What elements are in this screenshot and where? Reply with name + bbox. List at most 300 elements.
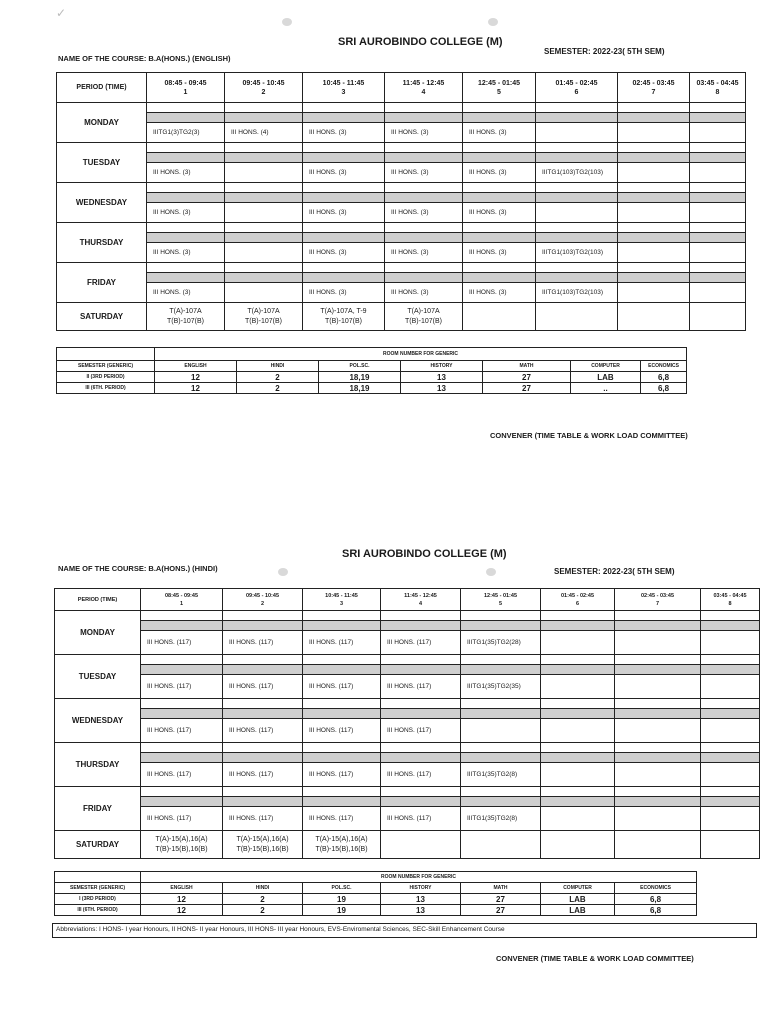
class-cell [461, 719, 541, 743]
slot-shade [223, 709, 303, 719]
room-number: 18,19 [319, 383, 401, 394]
room-number: 6,8 [641, 383, 687, 394]
class-cell [701, 763, 760, 787]
slot-spacer [461, 787, 541, 797]
period-header-6 [536, 73, 618, 103]
slot-shade [541, 621, 615, 631]
room-number: 12 [155, 383, 237, 394]
slot-spacer [385, 143, 463, 153]
slot-spacer [463, 183, 536, 193]
class-cell [618, 283, 690, 303]
class-cell: III HONS. (117) [303, 719, 381, 743]
saturday-cell [690, 303, 746, 331]
saturday-cell [141, 831, 223, 859]
slot-shade [701, 621, 760, 631]
class-cell: III HONS. (117) [303, 763, 381, 787]
class-cell: III HONS. (117) [381, 763, 461, 787]
class-cell [541, 807, 615, 831]
class-cell: III HONS. (3) [463, 283, 536, 303]
slot-shade [381, 753, 461, 763]
class-cell: III HONS. (117) [223, 763, 303, 787]
slot-shade [385, 193, 463, 203]
period-time: 03:45 - 04:45 [713, 592, 747, 599]
slot-shade [385, 113, 463, 123]
room-number: 6,8 [641, 372, 687, 383]
slot-spacer [463, 223, 536, 233]
slot-shade [536, 193, 618, 203]
period-time: 12:45 - 01:45 [483, 592, 518, 599]
slot-shade [303, 709, 381, 719]
hole-punch-mark [282, 18, 292, 26]
class-cell [615, 807, 701, 831]
period-header-8 [690, 73, 746, 103]
period-time: 03:45 - 04:45 [696, 79, 739, 87]
room-number: 12 [155, 372, 237, 383]
slot-shade [690, 193, 746, 203]
period-number: 2 [260, 600, 265, 607]
period-time: 10:45 - 11:45 [325, 592, 358, 599]
period-time: 10:45 - 11:45 [322, 79, 365, 87]
slot-spacer [618, 183, 690, 193]
slot-shade [541, 753, 615, 763]
tutorial-group-b: T(B)-107(B) [325, 317, 362, 325]
period-header-6 [541, 589, 615, 611]
slot-spacer [615, 611, 701, 621]
class-cell: III HONS. (3) [303, 123, 385, 143]
slot-shade [618, 233, 690, 243]
room-caption: ROOM NUMBER FOR GENERIC [155, 348, 687, 361]
slot-shade [463, 273, 536, 283]
tutorial-group-b: T(B)-107(B) [245, 317, 282, 325]
slot-shade [225, 113, 303, 123]
slot-spacer [385, 263, 463, 273]
class-cell: III HONS. (117) [141, 675, 223, 699]
class-cell: III HONS. (117) [141, 763, 223, 787]
slot-spacer [461, 743, 541, 753]
slot-spacer [615, 655, 701, 665]
slot-spacer [225, 223, 303, 233]
tutorial-group-a: T(A)-107A [247, 307, 280, 315]
slot-spacer [225, 263, 303, 273]
class-cell: IIITG1(103)TG2(103) [536, 283, 618, 303]
saturday-cell [303, 831, 381, 859]
period-time: 01:45 - 02:45 [560, 592, 595, 599]
class-cell [541, 675, 615, 699]
day-label: WEDNESDAY [55, 699, 141, 743]
room-number: 27 [483, 372, 571, 383]
slot-spacer [225, 143, 303, 153]
slot-spacer [141, 655, 223, 665]
slot-spacer [618, 143, 690, 153]
slot-spacer [147, 103, 225, 113]
class-cell: III HONS. (117) [223, 631, 303, 655]
slot-spacer [461, 611, 541, 621]
saturday-cell [463, 303, 536, 331]
class-cell: III HONS. (3) [385, 203, 463, 223]
room-number: .. [571, 383, 641, 394]
slot-spacer [541, 743, 615, 753]
class-cell: III HONS. (117) [381, 675, 461, 699]
room-number: 19 [303, 905, 381, 916]
day-label: FRIDAY [57, 263, 147, 303]
slot-shade [536, 153, 618, 163]
room-number: 13 [401, 372, 483, 383]
class-cell [701, 631, 760, 655]
convener-signature-label: CONVENER (TIME TABLE & WORK LOAD COMMITTEE) [490, 431, 688, 440]
tutorial-group-a: T(A)-15(A),16(A) [315, 835, 368, 843]
period-number: 6 [575, 600, 580, 607]
slot-spacer [461, 699, 541, 709]
slot-spacer [463, 263, 536, 273]
period-number: 4 [418, 600, 423, 607]
class-cell [536, 203, 618, 223]
period-header-5 [461, 589, 541, 611]
slot-spacer [223, 611, 303, 621]
class-cell: III HONS. (3) [303, 163, 385, 183]
slot-spacer [536, 103, 618, 113]
class-cell [615, 675, 701, 699]
room-header: HINDI [237, 361, 319, 372]
tutorial-group-b: T(B)-15(B),16(B) [155, 845, 208, 853]
slot-shade [141, 665, 223, 675]
saturday-cell [225, 303, 303, 331]
day-label: SATURDAY [57, 303, 147, 331]
period-time: 01:45 - 02:45 [555, 79, 598, 87]
course-name: NAME OF THE COURSE: B.A(HONS.) (ENGLISH) [58, 54, 231, 63]
slot-spacer [303, 183, 385, 193]
period-header-1 [147, 73, 225, 103]
period-header-1 [141, 589, 223, 611]
slot-shade [303, 113, 385, 123]
slot-shade [463, 193, 536, 203]
spacer [55, 872, 141, 883]
semester-label: SEMESTER: 2022-23( 5TH SEM) [554, 567, 675, 576]
slot-spacer [701, 743, 760, 753]
tutorial-group-b: T(B)-107(B) [167, 317, 204, 325]
period-time: 02:45 - 03:45 [640, 592, 675, 599]
slot-shade [461, 621, 541, 631]
room-header: ECONOMICS [615, 883, 697, 894]
slot-spacer [303, 103, 385, 113]
slot-shade [147, 273, 225, 283]
room-number: 6,8 [615, 905, 697, 916]
class-cell: III HONS. (3) [463, 163, 536, 183]
room-number: 6,8 [615, 894, 697, 905]
slot-spacer [690, 183, 746, 193]
slot-spacer [701, 655, 760, 665]
class-cell: III HONS. (117) [141, 631, 223, 655]
slot-spacer [536, 143, 618, 153]
slot-spacer [461, 655, 541, 665]
room-header: SEMESTER (GENERIC) [55, 883, 141, 894]
tutorial-group-b: T(B)-15(B),16(B) [236, 845, 289, 853]
slot-shade [147, 193, 225, 203]
class-cell [618, 243, 690, 263]
slot-shade [615, 665, 701, 675]
slot-spacer [541, 787, 615, 797]
period-header-5 [463, 73, 536, 103]
period-header-4 [385, 73, 463, 103]
room-header: MATH [461, 883, 541, 894]
class-cell: III HONS. (4) [225, 123, 303, 143]
class-cell [690, 243, 746, 263]
slot-spacer [381, 611, 461, 621]
class-cell: III HONS. (3) [385, 123, 463, 143]
class-cell: III HONS. (3) [463, 203, 536, 223]
class-cell [615, 763, 701, 787]
hole-punch-mark [488, 18, 498, 26]
slot-spacer [701, 699, 760, 709]
slot-spacer [141, 699, 223, 709]
room-header: ENGLISH [141, 883, 223, 894]
class-cell [225, 243, 303, 263]
class-cell [618, 163, 690, 183]
class-cell [541, 763, 615, 787]
room-number: LAB [541, 905, 615, 916]
saturday-cell [385, 303, 463, 331]
slot-spacer [303, 263, 385, 273]
slot-shade [303, 665, 381, 675]
room-number: 27 [461, 905, 541, 916]
room-number: 2 [237, 383, 319, 394]
slot-shade [147, 153, 225, 163]
class-cell: III HONS. (117) [303, 675, 381, 699]
convener-signature-label: CONVENER (TIME TABLE & WORK LOAD COMMITTEE) [496, 954, 694, 963]
slot-spacer [381, 699, 461, 709]
day-label: MONDAY [57, 103, 147, 143]
slot-spacer [223, 699, 303, 709]
slot-spacer [690, 103, 746, 113]
slot-spacer [303, 787, 381, 797]
slot-shade [690, 113, 746, 123]
semester-row-label: I (3RD PERIOD) [55, 894, 141, 905]
slot-shade [225, 273, 303, 283]
slot-shade [147, 233, 225, 243]
slot-spacer [618, 263, 690, 273]
class-cell [618, 123, 690, 143]
slot-shade [461, 753, 541, 763]
period-header-2 [225, 73, 303, 103]
class-cell [701, 807, 760, 831]
period-header-8 [701, 589, 760, 611]
period-header-4 [381, 589, 461, 611]
period-header-3 [303, 73, 385, 103]
room-header: ENGLISH [155, 361, 237, 372]
slot-spacer [147, 223, 225, 233]
class-cell: III HONS. (117) [223, 719, 303, 743]
semester-row-label: II (3RD PERIOD) [57, 372, 155, 383]
period-time: 08:45 - 09:45 [164, 79, 207, 87]
slot-shade [385, 153, 463, 163]
slot-shade [303, 273, 385, 283]
class-cell: III HONS. (117) [223, 807, 303, 831]
class-cell [536, 123, 618, 143]
slot-spacer [381, 743, 461, 753]
slot-spacer [385, 183, 463, 193]
slot-shade [615, 797, 701, 807]
class-cell: III HONS. (117) [381, 807, 461, 831]
slot-shade [615, 621, 701, 631]
class-cell: III HONS. (117) [381, 631, 461, 655]
class-cell: III HONS. (3) [303, 283, 385, 303]
slot-spacer [615, 699, 701, 709]
spacer [57, 348, 155, 361]
slot-shade [225, 153, 303, 163]
room-header: SEMESTER (GENERIC) [57, 361, 155, 372]
saturday-cell [223, 831, 303, 859]
class-cell: IIITG1(103)TG2(103) [536, 163, 618, 183]
slot-shade [303, 797, 381, 807]
slot-shade [690, 273, 746, 283]
period-time: 11:45 - 12:45 [402, 79, 445, 87]
slot-spacer [618, 103, 690, 113]
class-cell: IIITG1(103)TG2(103) [536, 243, 618, 263]
semester-label: SEMESTER: 2022-23( 5TH SEM) [544, 47, 665, 56]
slot-spacer [541, 611, 615, 621]
room-header: HISTORY [401, 361, 483, 372]
period-time: 09:45 - 10:45 [245, 592, 280, 599]
period-number: 8 [715, 88, 720, 96]
slot-spacer [225, 183, 303, 193]
slot-spacer [541, 699, 615, 709]
slot-shade [461, 797, 541, 807]
period-time: 08:45 - 09:45 [164, 592, 199, 599]
class-cell: III HONS. (3) [147, 243, 225, 263]
college-title: SRI AUROBINDO COLLEGE (M) [342, 548, 507, 560]
slot-shade [461, 709, 541, 719]
slot-spacer [225, 103, 303, 113]
day-label: FRIDAY [55, 787, 141, 831]
slot-spacer [147, 143, 225, 153]
slot-spacer [303, 611, 381, 621]
slot-spacer [381, 787, 461, 797]
slot-shade [463, 153, 536, 163]
room-number: 19 [303, 894, 381, 905]
slot-shade [701, 665, 760, 675]
period-number: 1 [183, 88, 188, 96]
slot-spacer [303, 143, 385, 153]
saturday-cell [303, 303, 385, 331]
period-time-header: PERIOD (TIME) [57, 73, 147, 103]
slot-spacer [536, 263, 618, 273]
class-cell: III HONS. (117) [303, 807, 381, 831]
class-cell: III HONS. (3) [303, 243, 385, 263]
period-number: 3 [339, 600, 344, 607]
class-cell: III HONS. (3) [303, 203, 385, 223]
tutorial-group-a: T(A)-15(A),16(A) [155, 835, 208, 843]
tutorial-group-b: T(B)-15(B),16(B) [315, 845, 368, 853]
timetable-hindi [54, 588, 760, 859]
saturday-cell [536, 303, 618, 331]
slot-spacer [385, 223, 463, 233]
slot-shade [381, 797, 461, 807]
day-label: THURSDAY [55, 743, 141, 787]
class-cell: III HONS. (3) [463, 123, 536, 143]
period-time: 12:45 - 01:45 [477, 79, 521, 87]
room-number: 27 [461, 894, 541, 905]
class-cell [701, 719, 760, 743]
class-cell [690, 163, 746, 183]
tutorial-group-a: T(A)-107A [407, 307, 440, 315]
room-number: 13 [401, 383, 483, 394]
slot-shade [541, 709, 615, 719]
slot-shade [461, 665, 541, 675]
slot-shade [223, 621, 303, 631]
room-number-table-hindi [54, 871, 697, 916]
slot-spacer [541, 655, 615, 665]
slot-shade [618, 273, 690, 283]
day-label: WEDNESDAY [57, 183, 147, 223]
slot-shade [303, 153, 385, 163]
slot-spacer [141, 611, 223, 621]
slot-spacer [463, 143, 536, 153]
room-header: HINDI [223, 883, 303, 894]
slot-shade [690, 233, 746, 243]
day-label: THURSDAY [57, 223, 147, 263]
slot-spacer [615, 743, 701, 753]
slot-shade [618, 153, 690, 163]
room-caption: ROOM NUMBER FOR GENERIC [141, 872, 697, 883]
tutorial-group-a: T(A)-15(A),16(A) [236, 835, 289, 843]
class-cell [690, 283, 746, 303]
slot-shade [303, 233, 385, 243]
class-cell: IIITG1(35)TG2(28) [461, 631, 541, 655]
room-header: COMPUTER [541, 883, 615, 894]
slot-spacer [303, 699, 381, 709]
slot-shade [541, 665, 615, 675]
abbreviations-note: Abbreviations: I HONS- I year Honours, II HONS- II year Honours, III HONS- III year Honours, EVS-Enviromental Sciences, SEC-Skill Enhancement Course [52, 923, 757, 938]
slot-shade [141, 621, 223, 631]
room-number: 2 [223, 905, 303, 916]
saturday-cell [701, 831, 760, 859]
day-label: TUESDAY [57, 143, 147, 183]
slot-shade [385, 273, 463, 283]
class-cell [701, 675, 760, 699]
slot-spacer [303, 743, 381, 753]
room-header: ECONOMICS [641, 361, 687, 372]
period-number: 1 [179, 600, 184, 607]
slot-shade [141, 753, 223, 763]
slot-spacer [615, 787, 701, 797]
slot-shade [701, 709, 760, 719]
slot-spacer [690, 223, 746, 233]
slot-spacer [223, 787, 303, 797]
slot-spacer [385, 103, 463, 113]
period-number: 5 [498, 600, 503, 607]
saturday-cell [618, 303, 690, 331]
room-number: LAB [541, 894, 615, 905]
class-cell: IIITG1(3)TG2(3) [147, 123, 225, 143]
slot-shade [385, 233, 463, 243]
period-number: 4 [421, 88, 426, 96]
class-cell [690, 203, 746, 223]
semester-row-label: III (6TH. PERIOD) [57, 383, 155, 394]
slot-spacer [147, 183, 225, 193]
slot-spacer [223, 655, 303, 665]
class-cell [225, 203, 303, 223]
room-header: HISTORY [381, 883, 461, 894]
room-header: COMPUTER [571, 361, 641, 372]
slot-shade [303, 753, 381, 763]
day-label: SATURDAY [55, 831, 141, 859]
period-number: 7 [651, 88, 656, 96]
hole-punch-mark [486, 568, 496, 576]
slot-shade [463, 113, 536, 123]
class-cell: III HONS. (117) [381, 719, 461, 743]
slot-shade [223, 753, 303, 763]
day-label: TUESDAY [55, 655, 141, 699]
class-cell [541, 719, 615, 743]
